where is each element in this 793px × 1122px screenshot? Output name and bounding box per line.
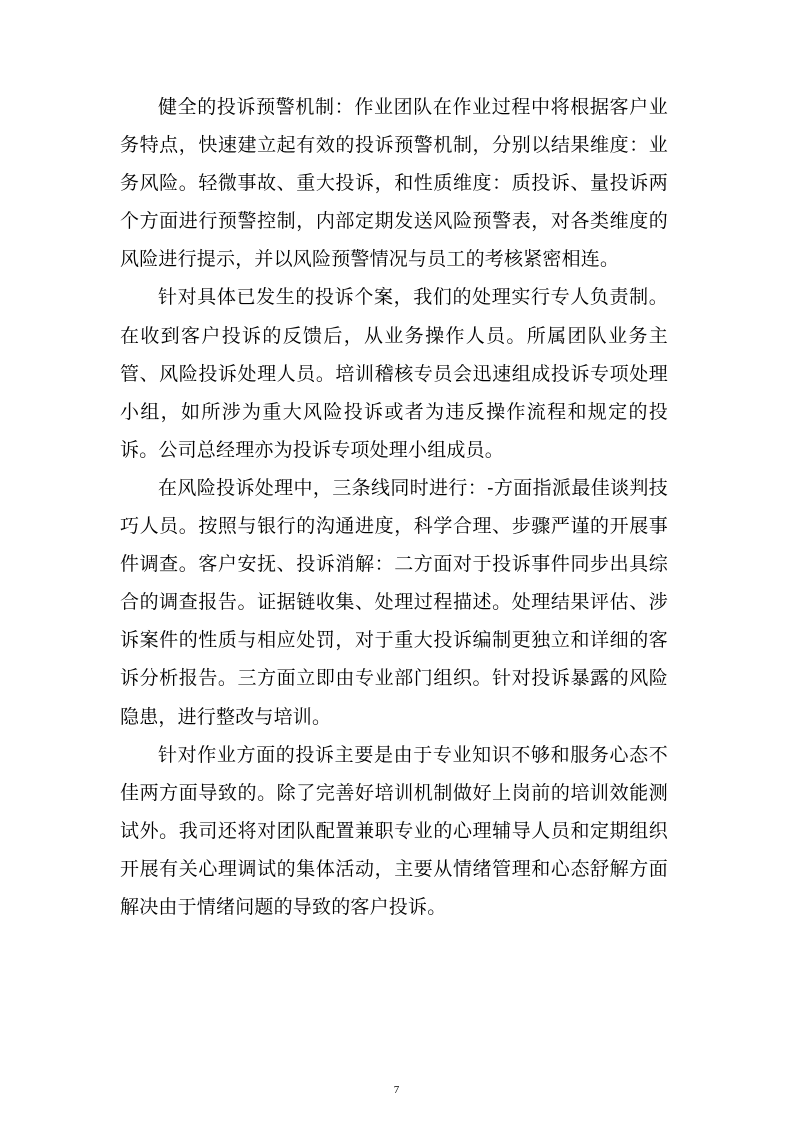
paragraph-case-handling: 针对具体已发生的投诉个案，我们的处理实行专人负责制。在收到客户投诉的反馈后，从业务操作人员。所属团队业务主管、风险投诉处理人员。培训稽核专员会迅速组成投诉专项处理小组，如所涉为重大风险投诉或者为违反操作流程和规定的投诉。公司总经理亦为投诉专项处理小组成员。 (120, 286, 668, 461)
page-number: 7 (393, 1084, 400, 1096)
document-body (120, 88, 668, 926)
paragraph-operation-complaints: 针对作业方面的投诉主要是由于专业知识不够和服务心态不佳两方面导致的。除了完善好培训机制做好上岗前的培训效能测试外。我司还将对团队配置兼职专业的心理辅导人员和定期组织开展有关心理调试的集体活动，主要从情绪管理和心态舒解方面解决由于情绪问题的导致的客户投诉。 (120, 743, 668, 918)
paragraph-three-lines-process: 在风险投诉处理中，三条线同时进行：-方面指派最佳谈判技巧人员。按照与银行的沟通进度，科学合理、步骤严谨的开展事件调查。客户安抚、投诉消解：二方面对于投诉事件同步出具综合的调查报告。证据链收集、处理过程描述。处理结果评估、涉诉案件的性质与相应处罚，对于重大投诉编制更独立和详细的客诉分析报告。三方面立即由专业部门组织。针对投诉暴露的风险隐患，进行整改与培训。 (120, 476, 668, 728)
paragraph-complaint-warning-mechanism: 健全的投诉预警机制：作业团队在作业过程中将根据客户业务特点，快速建立起有效的投诉预警机制，分别以结果维度：业务风险。轻微事故、重大投诉，和性质维度：质投诉、量投诉两个方面进行预警控制，内部定期发送风险预警表，对各类维度的风险进行提示，并以风险预警情况与员工的考核紧密相连。 (120, 96, 668, 271)
